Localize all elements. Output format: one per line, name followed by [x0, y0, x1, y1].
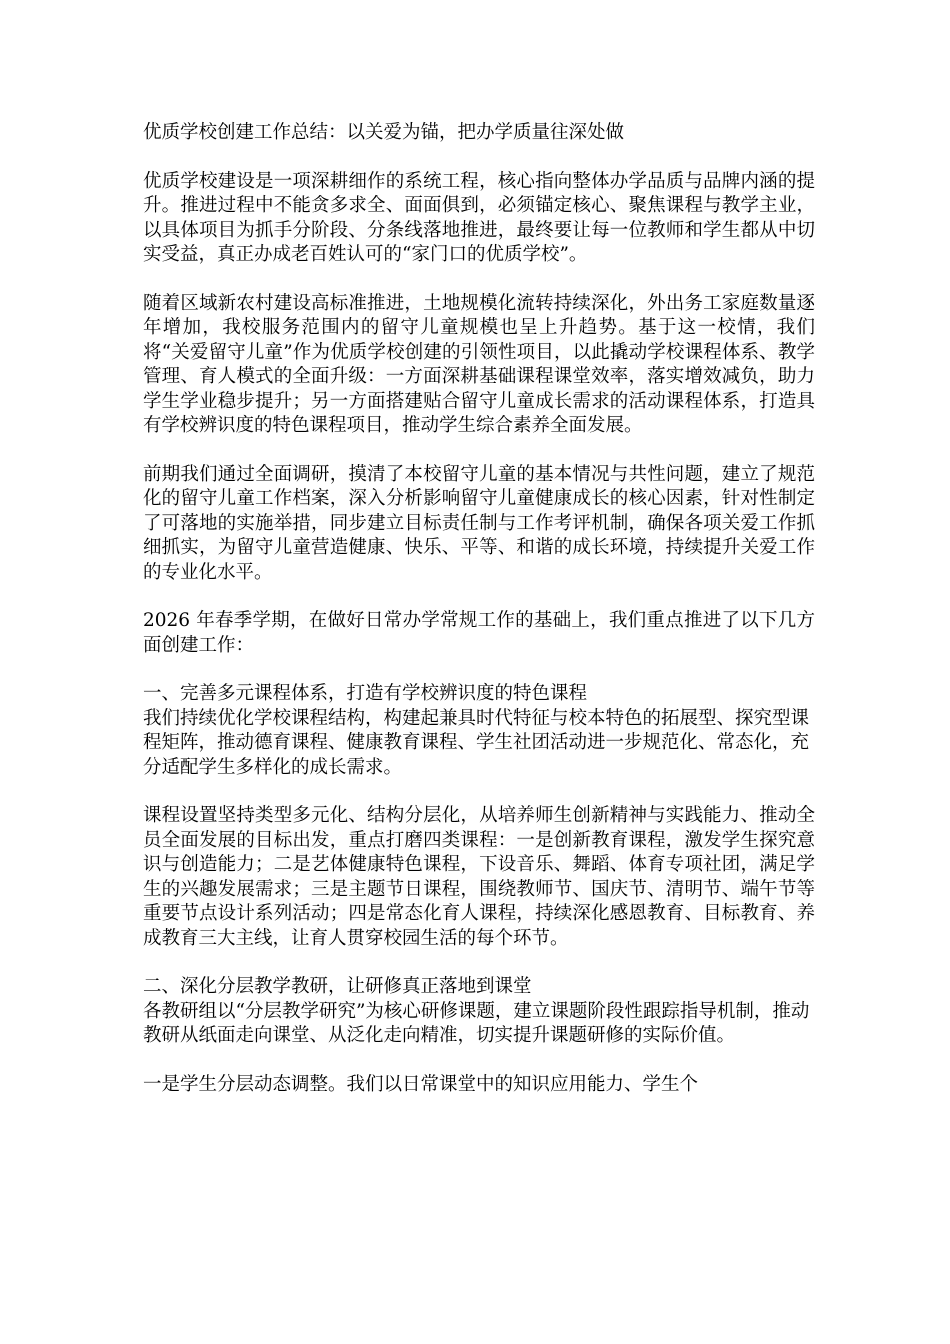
section-curriculum: [143, 682, 815, 780]
paragraph-research: 前期我们通过全面调研，摸清了本校留守儿童的基本情况与共性问题，建立了规范化的留守儿童工作档案，深入分析影响留守儿童健康成长的核心因素，针对性制定了可落地的实施举措，同步建立目标责任制与工作考评机制，确保各项关爱工作抓细抓实，为留守儿童营造健康、快乐、平等、和谐的成长环境，持续提升关爱工作的专业化水平。: [143, 463, 815, 583]
section-teaching-body: 各教研组以“分层教学研究”为核心研修课题，建立课题阶段性跟踪指导机制，推动教研从纸面走向课堂、从泛化走向精准，切实提升课题研修的实际价值。: [143, 1000, 810, 1046]
section-curriculum-body: 我们持续优化学校课程结构，构建起兼具时代特征与校本特色的拓展型、探究型课程矩阵，推动德育课程、健康教育课程、学生社团活动进一步规范化、常态化，充分适配学生多样化的成长需求。: [143, 707, 810, 778]
paragraph-intro: 优质学校建设是一项深耕细作的系统工程，核心指向整体办学品质与品牌内涵的提升。推进过程中不能贪多求全、面面俱到，必须锚定核心、聚焦课程与教学主业，以具体项目为抓手分阶段、分条线落地推进，最终要让每一位教师和学生都从中切实受益，真正办成老百姓认可的“家门口的优质学校”。: [143, 170, 815, 265]
document-page: [143, 121, 815, 1121]
section-teaching-heading: 二、深化分层教学教研，让研修真正落地到课堂: [143, 976, 532, 997]
section-teaching-paragraph: 一是学生分层动态调整。我们以日常课堂中的知识应用能力、学生个: [143, 1073, 699, 1095]
paragraph-semester: 2026 年春季学期，在做好日常办学常规工作的基础上，我们重点推进了以下几方面创建工作：: [143, 610, 815, 656]
section-curriculum-heading: 一、完善多元课程体系，打造有学校辨识度的特色课程: [143, 683, 588, 704]
document-title: 优质学校创建工作总结：以关爱为锚，把办学质量往深处做: [143, 122, 625, 143]
section-teaching: [143, 975, 815, 1049]
section-curriculum-paragraph: 课程设置坚持类型多元化、结构分层化，从培养师生创新精神与实践能力、推动全员全面发展的目标出发，重点打磨四类课程：一是创新教育课程，激发学生探究意识与创造能力；二是艺体健康特色课程，下设音乐、舞蹈、体育专项社团，满足学生的兴趣发展需求；三是主题节日课程，围绕教师节、国庆节、清明节、端午节等重要节点设计系列活动；四是常态化育人课程，持续深化感恩教育、目标教育、养成教育三大主线，让育人贯穿校园生活的每个环节。: [143, 805, 815, 949]
paragraph-background: 随着区域新农村建设高标准推进，土地规模化流转持续深化，外出务工家庭数量逐年增加，我校服务范围内的留守儿童规模也呈上升趋势。基于这一校情，我们将“关爱留守儿童”作为优质学校创建的引领性项目，以此撬动学校课程体系、教学管理、育人模式的全面升级：一方面深耕基础课程课堂效率，落实增效减负，助力学生学业稳步提升；另一方面搭建贴合留守儿童成长需求的活动课程体系，打造具有学校辨识度的特色课程项目，推动学生综合素养全面发展。: [143, 292, 815, 436]
